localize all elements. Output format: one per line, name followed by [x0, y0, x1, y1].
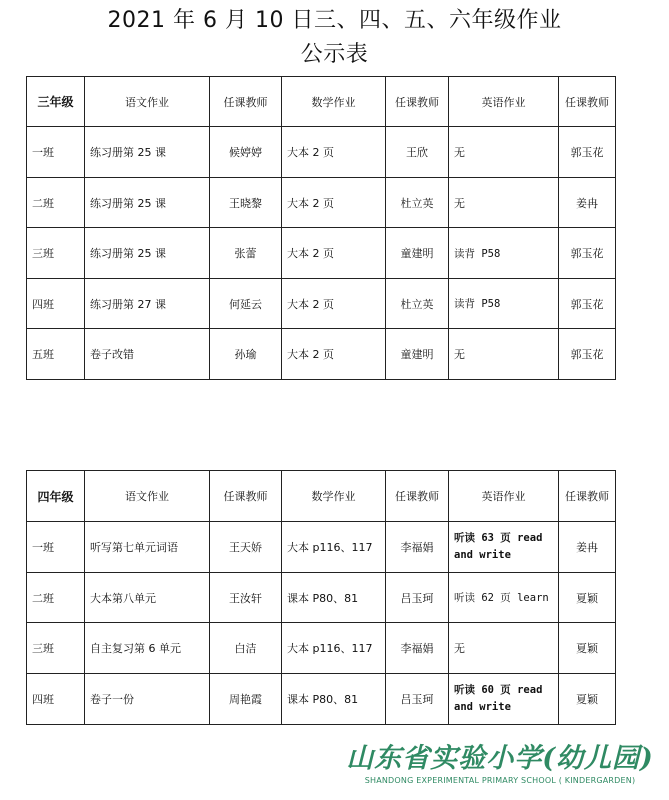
teacher-cell: 童建明	[386, 228, 449, 279]
teacher-cell: 周艳霞	[210, 674, 282, 725]
teacher-cell: 郭玉花	[559, 127, 616, 178]
school-logo	[340, 742, 660, 786]
table-row	[27, 623, 616, 674]
teacher-cell: 夏颖	[559, 623, 616, 674]
grade-label: 四年级	[27, 471, 85, 522]
page-title: 2021 年 6 月 10 日三、四、五、六年级作业	[107, 8, 562, 33]
school-name-chinese: 山东省实验小学(幼儿园)	[346, 743, 654, 774]
table-row	[27, 522, 616, 573]
header-teacher: 任课教师	[210, 77, 282, 127]
header-teacher: 任课教师	[386, 471, 449, 522]
chinese-homework-cell: 卷子改错	[85, 329, 210, 380]
chinese-homework-cell: 练习册第 25 课	[85, 127, 210, 178]
table-row	[27, 228, 616, 279]
chinese-homework-cell: 卷子一份	[85, 674, 210, 725]
grade4-homework-table	[26, 470, 616, 725]
teacher-cell: 夏颖	[559, 674, 616, 725]
class-cell: 二班	[27, 573, 85, 623]
teacher-cell: 王天娇	[210, 522, 282, 573]
teacher-cell: 候婷婷	[210, 127, 282, 178]
header-english-homework: 英语作业	[449, 77, 559, 127]
table-row	[27, 178, 616, 228]
teacher-cell: 吕玉珂	[386, 674, 449, 725]
chinese-homework-cell: 练习册第 25 课	[85, 228, 210, 279]
class-cell: 二班	[27, 178, 85, 228]
class-cell: 三班	[27, 228, 85, 279]
teacher-cell: 白洁	[210, 623, 282, 674]
english-homework-cell: 听读 63 页 read and write	[449, 522, 559, 573]
chinese-homework-cell: 大本第八单元	[85, 573, 210, 623]
teacher-cell: 张蕾	[210, 228, 282, 279]
english-homework-cell: 听读 60 页 read and write	[449, 674, 559, 725]
english-homework-cell: 无	[449, 127, 559, 178]
class-cell: 三班	[27, 623, 85, 674]
math-homework-cell: 大本 p116、117	[282, 522, 386, 573]
teacher-cell: 郭玉花	[559, 329, 616, 380]
chinese-homework-cell: 练习册第 25 课	[85, 178, 210, 228]
school-name-english: SHANDONG EXPERIMENTAL PRIMARY SCHOOL ( KINDERGARDEN)	[364, 776, 636, 785]
table-row	[27, 279, 616, 329]
teacher-cell: 杜立英	[386, 178, 449, 228]
teacher-cell: 童建明	[386, 329, 449, 380]
math-homework-cell: 课本 P80、81	[282, 674, 386, 725]
teacher-cell: 郭玉花	[559, 279, 616, 329]
math-homework-cell: 大本 2 页	[282, 178, 386, 228]
class-cell: 一班	[27, 522, 85, 573]
grade3-homework-table	[26, 76, 616, 380]
math-homework-cell: 课本 P80、81	[282, 573, 386, 623]
header-teacher: 任课教师	[210, 471, 282, 522]
math-homework-cell: 大本 2 页	[282, 228, 386, 279]
teacher-cell: 吕玉珂	[386, 573, 449, 623]
english-homework-cell: 读背 P58	[449, 228, 559, 279]
header-english-homework: 英语作业	[449, 471, 559, 522]
math-homework-cell: 大本 2 页	[282, 329, 386, 380]
header-teacher: 任课教师	[559, 77, 616, 127]
teacher-cell: 王欣	[386, 127, 449, 178]
header-teacher: 任课教师	[559, 471, 616, 522]
english-homework-cell: 无	[449, 178, 559, 228]
math-homework-cell: 大本 2 页	[282, 279, 386, 329]
chinese-homework-cell: 自主复习第 6 单元	[85, 623, 210, 674]
teacher-cell: 李福娟	[386, 522, 449, 573]
teacher-cell: 夏颖	[559, 573, 616, 623]
english-homework-cell: 无	[449, 329, 559, 380]
table-row	[27, 674, 616, 725]
teacher-cell: 孙瑜	[210, 329, 282, 380]
table-header-row	[27, 471, 616, 522]
header-math-homework: 数学作业	[282, 77, 386, 127]
chinese-homework-cell: 练习册第 27 课	[85, 279, 210, 329]
header-chinese-homework: 语文作业	[85, 77, 210, 127]
page-subtitle: 公示表	[300, 42, 369, 67]
teacher-cell: 何延云	[210, 279, 282, 329]
table-header-row	[27, 77, 616, 127]
english-homework-cell: 读背 P58	[449, 279, 559, 329]
header-math-homework: 数学作业	[282, 471, 386, 522]
english-homework-cell: 听读 62 页 learn	[449, 573, 559, 623]
chinese-homework-cell: 听写第七单元词语	[85, 522, 210, 573]
class-cell: 四班	[27, 279, 85, 329]
teacher-cell: 姜冉	[559, 522, 616, 573]
teacher-cell: 郭玉花	[559, 228, 616, 279]
table-row	[27, 127, 616, 178]
class-cell: 四班	[27, 674, 85, 725]
class-cell: 五班	[27, 329, 85, 380]
teacher-cell: 李福娟	[386, 623, 449, 674]
grade-label: 三年级	[27, 77, 85, 127]
table-row	[27, 329, 616, 380]
english-homework-cell: 无	[449, 623, 559, 674]
math-homework-cell: 大本 2 页	[282, 127, 386, 178]
teacher-cell: 杜立英	[386, 279, 449, 329]
teacher-cell: 王晓黎	[210, 178, 282, 228]
class-cell: 一班	[27, 127, 85, 178]
teacher-cell: 王汝轩	[210, 573, 282, 623]
header-chinese-homework: 语文作业	[85, 471, 210, 522]
table-row	[27, 573, 616, 623]
header-teacher: 任课教师	[386, 77, 449, 127]
math-homework-cell: 大本 p116、117	[282, 623, 386, 674]
teacher-cell: 姜冉	[559, 178, 616, 228]
